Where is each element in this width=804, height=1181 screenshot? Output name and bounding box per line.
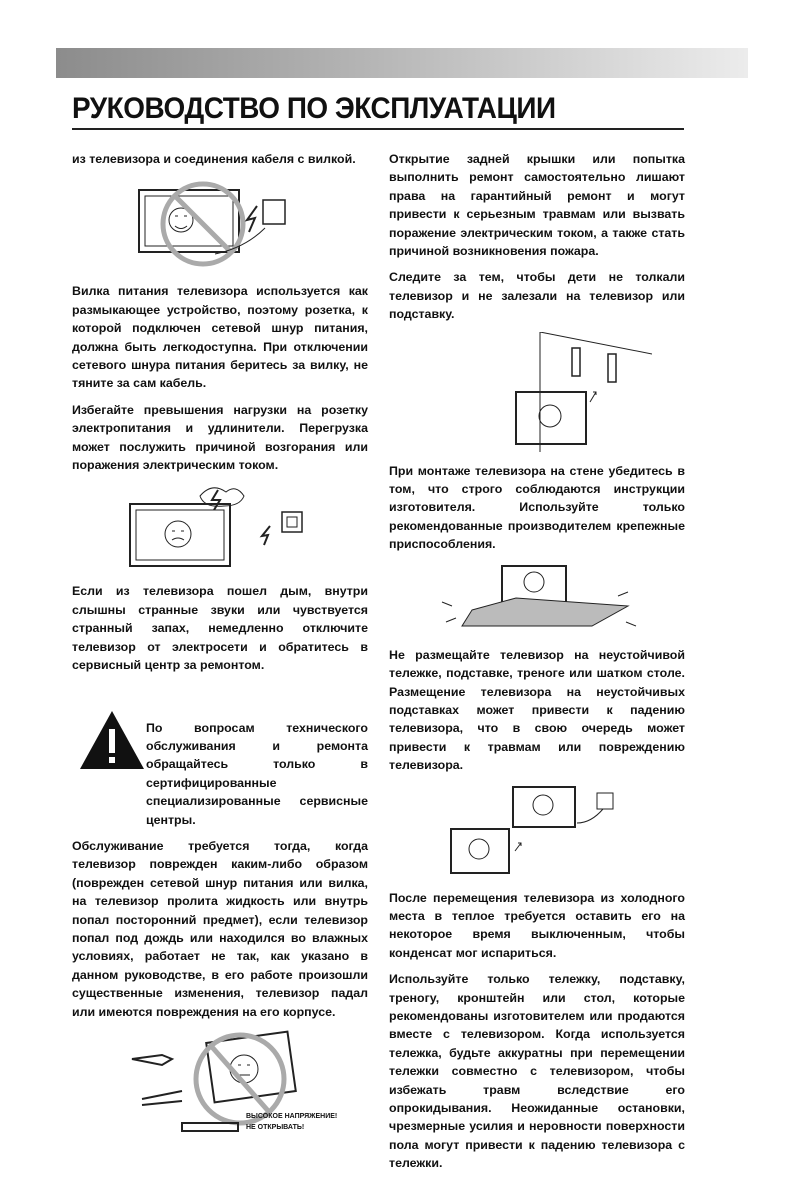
left-paragraph-2: Вилка питания телевизора используется как размыкающее устройство, поэтому розетка, к которой подключен сетевой шнур питания, должна быть легкодоступна. При отключении сетевого шнура питания беритесь за вилку, не тяните за сам кабель. xyxy=(72,284,368,391)
high-voltage-figure xyxy=(72,1029,368,1141)
right-paragraph-2: Следите за тем, чтобы дети не толкали телевизор и не залезали на телевизор или подставку. xyxy=(389,270,685,322)
right-paragraph-1: Открытие задней крышки или попытка выполнить ремонт самостоятельно лишают права на гарантийный ремонт и могут привести к серьезным травмам или вызвать поражение электрическим током, а также стать причиной возникновения пожара. xyxy=(389,152,685,259)
right-paragraph-3: При монтаже телевизора на стене убедитесь в том, что строго соблюдаются инструкции изготовителя. Используйте только рекомендованные производителем крепежные приспособления. xyxy=(389,463,685,552)
warning-triangle-icon xyxy=(78,709,146,771)
right-column xyxy=(389,150,685,1181)
wall-mount-illustration xyxy=(422,332,652,452)
left-paragraph-3: Избегайте превышения нагрузки на розетку электропитания и удлинители. Перегрузка может послужить причиной возгорания или поражения электрическим током. xyxy=(72,402,368,473)
unplug-illustration xyxy=(125,176,315,272)
smoke-tv-illustration xyxy=(120,482,320,572)
condensation-illustration xyxy=(447,783,627,879)
title-underline xyxy=(72,128,684,130)
service-warning-lead: По вопросам технического обслуживания и ремонта обращайтесь только в сертифицированные специализированные сервисные центры. xyxy=(146,720,368,827)
page-title: РУКОВОДСТВО ПО ЭКСПЛУАТАЦИИ xyxy=(72,92,556,125)
left-paragraph-1: из телевизора и соединения кабеля с вилкой. xyxy=(72,152,356,166)
service-warning xyxy=(72,719,368,1022)
header-gradient-bar xyxy=(56,48,748,78)
right-paragraph-5: После перемещения телевизора из холодного места в теплое требуется оставить его на некоторое время выключенным, чтобы конденсат мог испариться. xyxy=(389,890,685,960)
high-voltage-caption-line-2: НЕ ОТКРЫВАТЬ! xyxy=(246,1124,305,1131)
left-column xyxy=(72,150,368,1141)
left-paragraph-4: Если из телевизора пошел дым, внутри слышны странные звуки или чувствуется странный запах, немедленно отключите телевизор от электросети и обратитесь в сервисный центр за ремонтом. xyxy=(72,584,368,673)
right-paragraph-4: Не размещайте телевизор на неустойчивой тележке, подставке, треноге или шатком столе. Размещение телевизора на неустойчивых подставках может привести к падению телевизора, что в свою очередь может привести к травмам или повреждению телевизора. xyxy=(389,647,685,773)
right-paragraph-6: Используйте только тележку, подставку, треногу, кронштейн или стол, которые рекомендованы изготовителем или продаются вместе с телевизором. Когда используется тележка, будьте аккуратны при перемещении тележки совместно с телевизором, чтобы избежать травм вследствие его опрокидывания. Неожиданные остановки, чрезмерные усилия и неровности поверхности пола могут привести к падению телевизора с тележки. xyxy=(389,972,685,1171)
high-voltage-caption-line-1: ВЫСОКОЕ НАПРЯЖЕНИЕ! xyxy=(246,1113,338,1120)
service-warning-details: Обслуживание требуется тогда, когда телевизор поврежден каким-либо образом (поврежден сетевой шнур питания или вилка, на телевизор пролита жидкость или внутрь попал посторонний предмет), если телевизор попал под дождь или находился во влажных условиях, работает не так, как указано в данном руководстве, в его работе произошли существенные изменения, телевизор падал или имеются повреждения на его корпусе. xyxy=(72,838,368,1019)
stable-stand-illustration xyxy=(432,562,642,636)
high-voltage-caption xyxy=(246,1111,337,1133)
